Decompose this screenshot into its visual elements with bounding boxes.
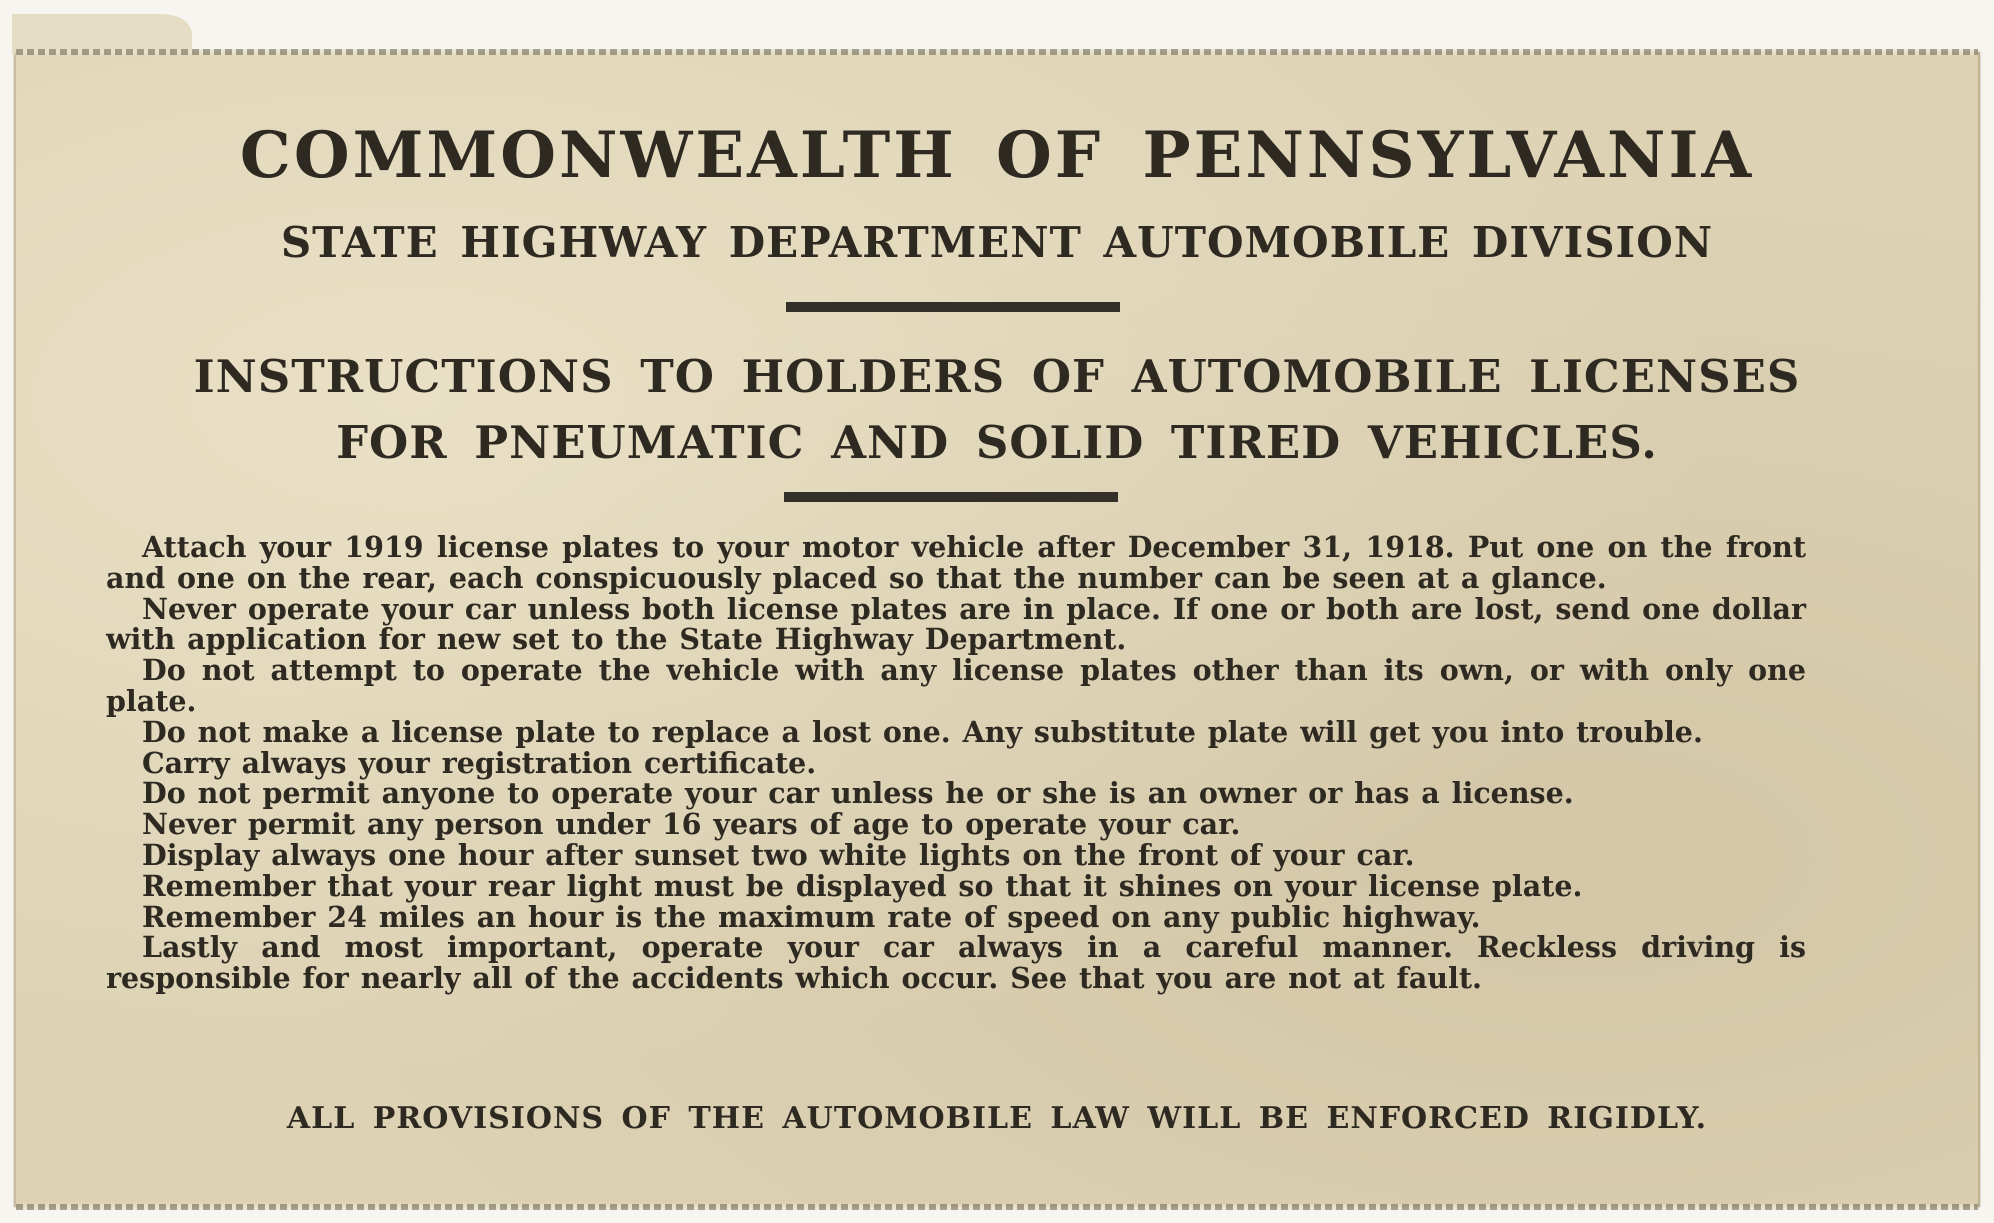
divider-rule-top xyxy=(786,302,1120,312)
divider-rule-bottom xyxy=(784,492,1118,502)
instruction-paragraph: Do not make a license plate to replace a lost one. Any substitute plate will get you into trouble. xyxy=(142,714,1703,749)
instruction-paragraph: Lastly and most important, operate your car always in a careful manner. Reckless driving is responsible for nearly all of the accidents which occur. See that you are not at fault. xyxy=(106,930,1806,996)
instruction-paragraph: Never operate your car unless both license plates are in place. If one or both are lost, send one dollar with application for new set to the State Highway Department. xyxy=(106,591,1806,657)
perforated-bottom-edge xyxy=(16,1204,1978,1210)
instructions-body xyxy=(106,532,1806,994)
instructions-heading-line-2: FOR PNEUMATIC AND SOLID TIRED VEHICLES. xyxy=(336,416,1658,469)
perforated-top-edge xyxy=(16,49,1978,55)
instruction-paragraph: Carry always your registration certificate. xyxy=(142,745,817,780)
license-instruction-card xyxy=(14,52,1980,1207)
instruction-paragraph: Remember that your rear light must be displayed so that it shines on your license plate. xyxy=(142,868,1583,903)
instruction-paragraph: Display always one hour after sunset two white lights on the front of your car. xyxy=(142,837,1415,872)
instruction-paragraph: Never permit any person under 16 years of age to operate your car. xyxy=(142,807,1241,842)
page-title: COMMONWEALTH OF PENNSYLVANIA xyxy=(239,118,1755,193)
torn-stub-edge xyxy=(12,14,192,54)
enforcement-footer: ALL PROVISIONS OF THE AUTOMOBILE LAW WILL BE ENFORCED RIGIDLY. xyxy=(286,1101,1708,1136)
instruction-paragraph: Do not attempt to operate the vehicle with any license plates other than its own, or with only one plate. xyxy=(106,653,1806,718)
instruction-paragraph: Do not permit anyone to operate your car unless he or she is an owner or has a license. xyxy=(142,776,1574,811)
instruction-paragraph: Attach your 1919 license plates to your motor vehicle after December 31, 1918. Put one on the front and one on the rear, each conspicuously placed so that the number can be seen at a glance. xyxy=(106,530,1806,595)
instruction-paragraph: Remember 24 miles an hour is the maximum rate of speed on any public highway. xyxy=(142,899,1481,934)
instructions-heading-line-1: INSTRUCTIONS TO HOLDERS OF AUTOMOBILE LICENSES xyxy=(193,350,1801,403)
instructions-heading xyxy=(16,344,1978,476)
department-subtitle: STATE HIGHWAY DEPARTMENT AUTOMOBILE DIVISION xyxy=(280,218,1714,267)
